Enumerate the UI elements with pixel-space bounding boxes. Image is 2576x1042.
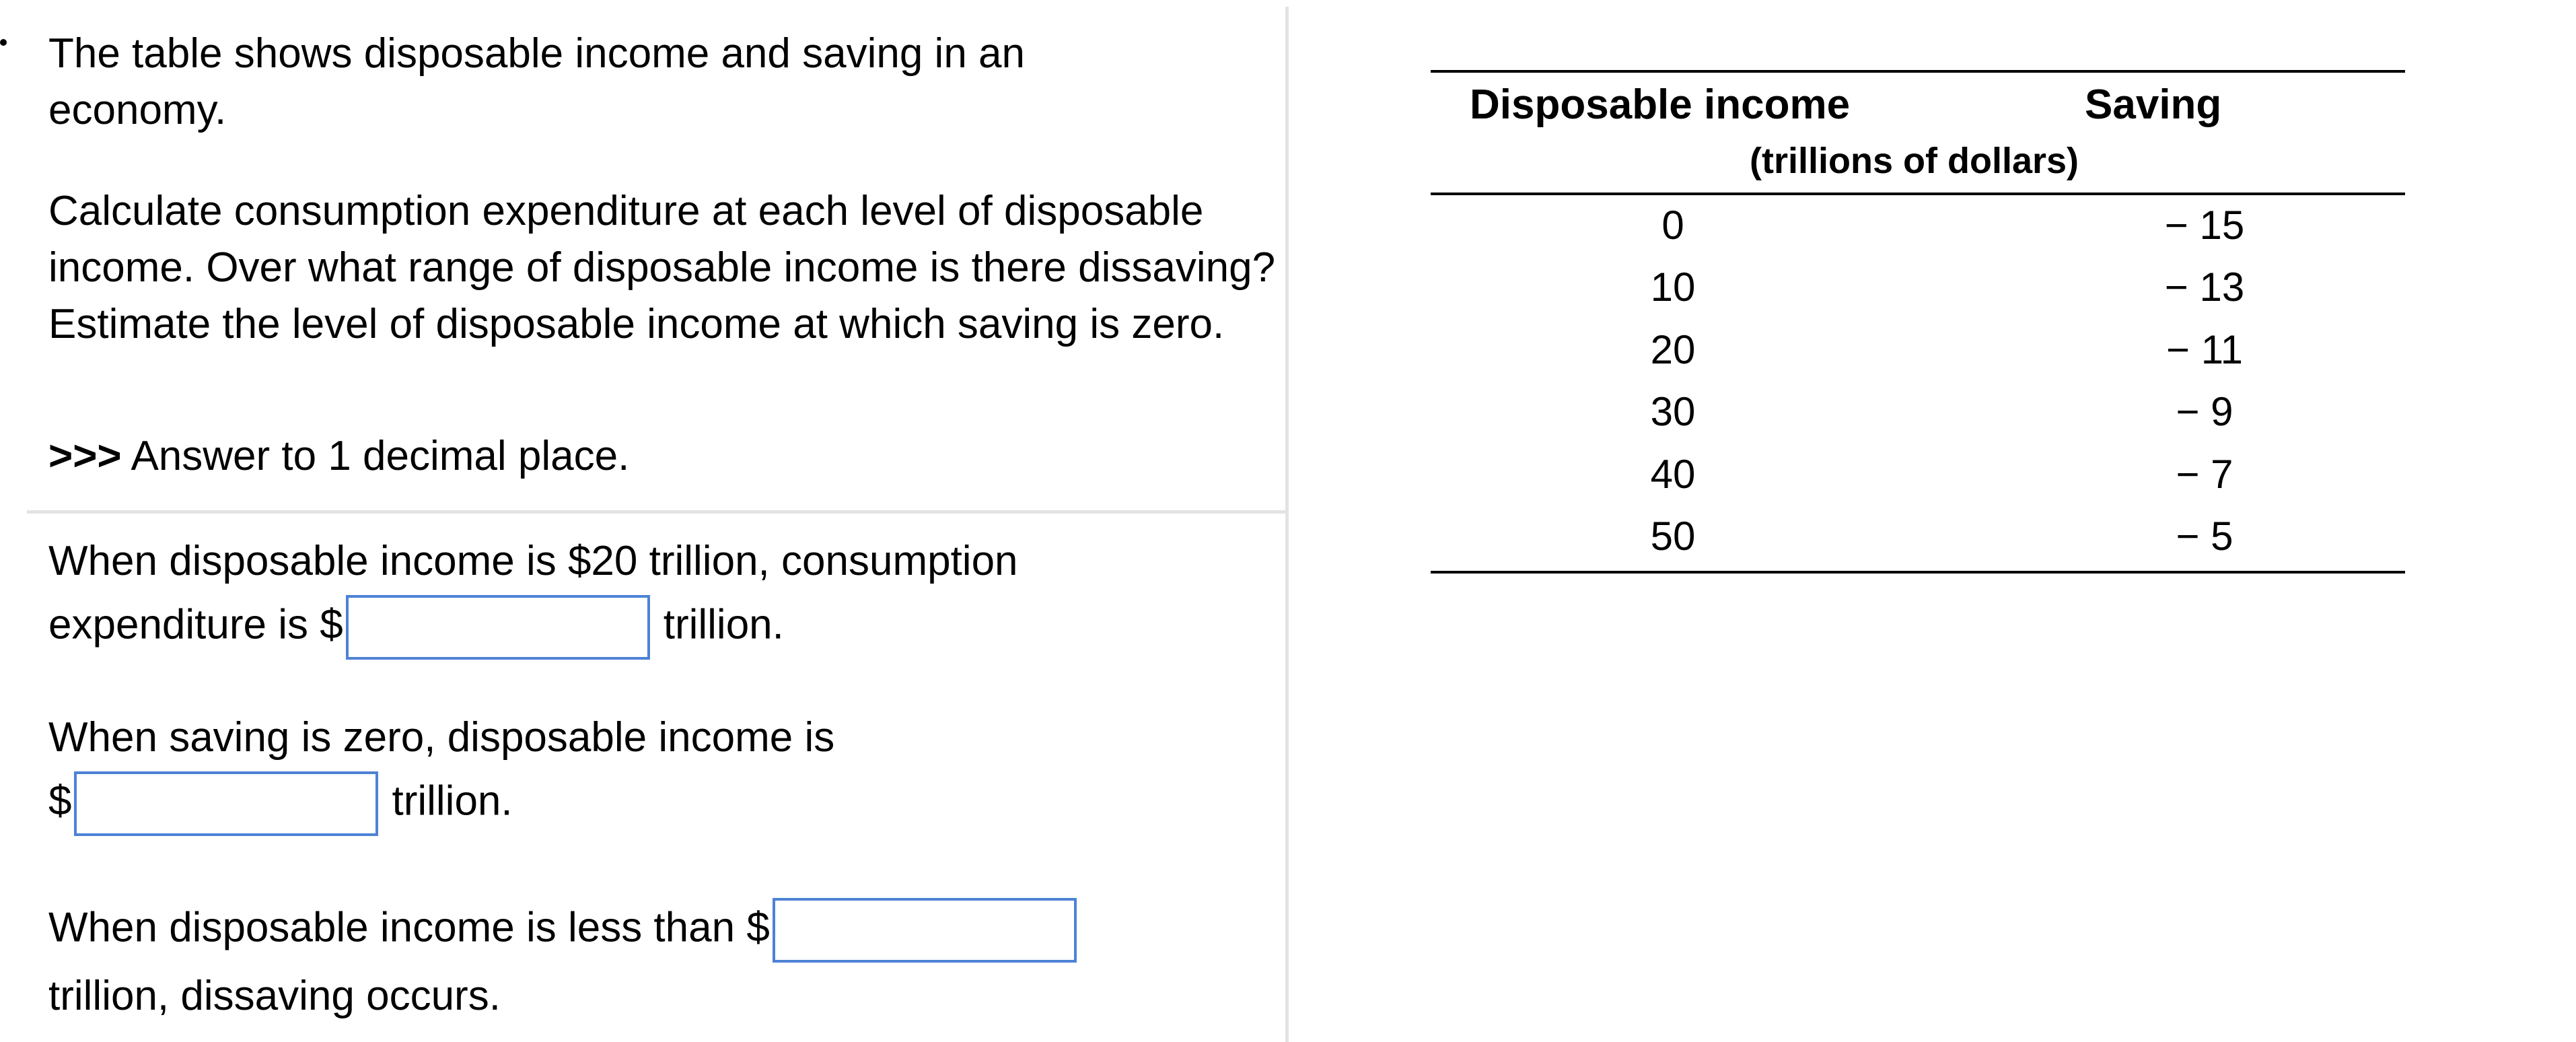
question-task: Calculate consumption expenditure at each level of disposable income. Over what range of disposable income is there dissaving? Estimate the level of disposable income at which saving is zero. — [48, 188, 1276, 347]
instruction-line — [48, 428, 629, 485]
q2-line1: When saving is zero, disposable income is — [48, 714, 835, 761]
q3-line2: trillion, dissaving occurs. — [48, 973, 501, 1019]
q2-answer-input[interactable] — [77, 774, 378, 835]
q3-answer-input[interactable] — [775, 901, 1077, 961]
q1-answer-input[interactable] — [349, 598, 650, 658]
table-units: (trillions of dollars) — [1750, 141, 2079, 181]
q2-line2 — [48, 771, 513, 836]
bullet-marker — [0, 39, 7, 46]
table-cell-income: 10 — [1650, 265, 1696, 310]
table-header-rule — [1431, 193, 2405, 195]
q1-suffix: trillion. — [663, 601, 784, 648]
table-cell-saving: − 5 — [2176, 514, 2233, 559]
q2-suffix: trillion. — [392, 777, 513, 825]
panel-divider — [1285, 7, 1289, 1042]
col-header-disposable-income: Disposable income — [1470, 81, 1851, 128]
instruction-text: Answer to 1 decimal place. — [131, 433, 630, 479]
q3-line1 — [48, 898, 1090, 963]
table-cell-saving: − 9 — [2176, 389, 2233, 434]
col-header-saving: Saving — [2085, 81, 2222, 128]
table-cell-saving: − 13 — [2164, 265, 2245, 310]
table-cell-income: 50 — [1650, 514, 1696, 559]
question-panel — [0, 0, 1282, 1042]
table-cell-saving: − 11 — [2166, 327, 2243, 372]
table-cell-saving: − 15 — [2164, 203, 2245, 248]
q3-prefix: When disposable income is less than $ — [48, 904, 770, 951]
q3-answer-box[interactable] — [773, 898, 1077, 963]
q1-prefix: expenditure is $ — [48, 601, 343, 648]
table-cell-income: 0 — [1661, 203, 1684, 248]
instruction-arrows: >>> — [48, 433, 122, 479]
question-intro: The table shows disposable income and saving in an economy. — [48, 30, 1026, 133]
q2-answer-box[interactable] — [74, 771, 378, 836]
table-cell-saving: − 7 — [2176, 452, 2233, 497]
section-divider — [27, 510, 1285, 514]
table-cell-income: 20 — [1650, 327, 1696, 372]
q1-line2 — [48, 595, 784, 660]
table-cell-income: 30 — [1650, 389, 1696, 434]
q1-line1: When disposable income is $20 trillion, consumption — [48, 538, 1018, 584]
table-cell-income: 40 — [1650, 452, 1696, 497]
table-top-rule — [1431, 70, 2405, 73]
q2-prefix: $ — [48, 777, 72, 825]
q1-answer-box[interactable] — [346, 595, 650, 660]
table-bottom-rule — [1431, 571, 2405, 574]
